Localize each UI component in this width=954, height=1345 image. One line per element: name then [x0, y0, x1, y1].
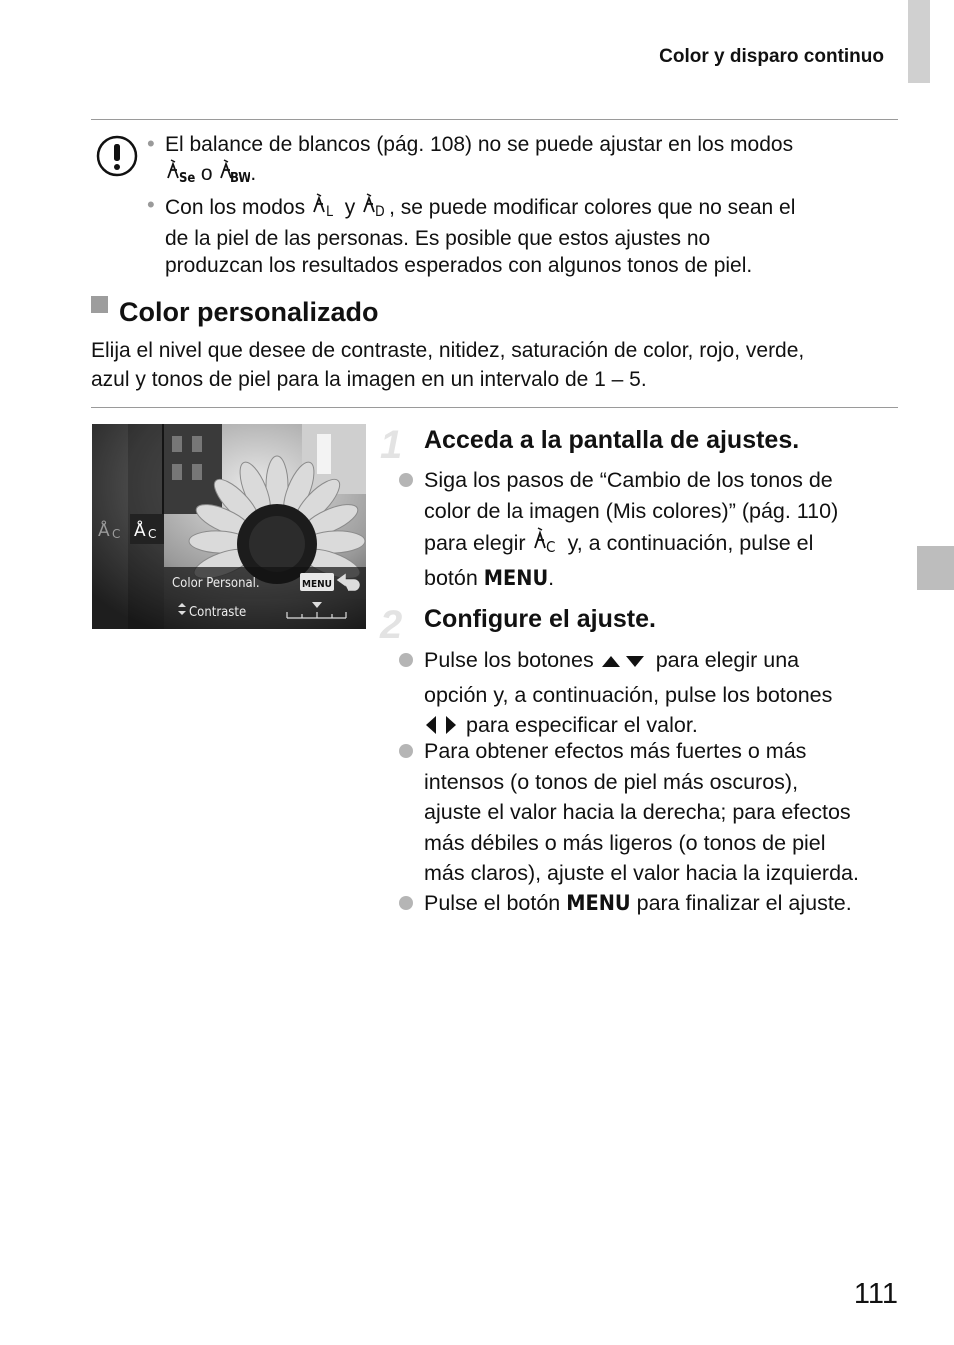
section-title: Color personalizado [119, 297, 379, 327]
menu-button-glyph: MENU [566, 891, 631, 916]
body-line [424, 526, 904, 563]
svg-text:L: L [325, 204, 333, 218]
note-line: de la piel de las personas. Es posible que estos ajustes no [165, 227, 711, 250]
note-connector: o [200, 162, 213, 185]
running-header: Color y disparo continuo [659, 46, 884, 67]
note-item-2 [165, 192, 895, 279]
body-text-pre: para elegir [424, 531, 526, 555]
lighter-skin-mode-icon [311, 192, 339, 225]
screen-menu-label: MENU [302, 579, 332, 590]
svg-text:C: C [148, 527, 157, 541]
body-text-post: para especificar el valor. [465, 713, 698, 737]
body-text-post: . [548, 565, 555, 590]
note-text-post: , se puede modificar colores que no sean el [389, 196, 796, 219]
body-text-post: y, a continuación, pulse el [567, 531, 814, 555]
step-2-bullet-3 [424, 888, 914, 920]
custom-color-mode-icon [532, 526, 562, 563]
menu-button-glyph: MENU [483, 565, 549, 591]
note-line: El balance de blancos (pág. 108) no se puede ajustar en los modos [165, 133, 794, 156]
svg-text:C: C [545, 538, 556, 554]
body-line: más claros), ajuste el valor hacia la izquierda. [424, 861, 859, 885]
sepia-mode-icon [165, 158, 195, 191]
body-text-pre: Pulse los botones [424, 648, 594, 672]
svg-text:Å: Å [134, 521, 146, 541]
body-line: opción y, a continuación, pulse los botones [424, 682, 833, 707]
up-down-arrows-icon [600, 649, 650, 680]
chapter-tab-top [908, 0, 930, 83]
note-item-1 [165, 131, 895, 191]
note-line [165, 192, 895, 225]
note-line: produzcan los resultados esperados con algunos tonos de piel. [165, 254, 753, 277]
svg-text:Se: Se [179, 171, 195, 184]
step-2-title: Configure el ajuste. [424, 605, 656, 633]
body-text-post: para finalizar el ajuste. [636, 891, 852, 915]
note-bullet: • [147, 131, 155, 156]
step-number-2: 2 [380, 603, 403, 647]
screen-option: Contraste [189, 605, 247, 620]
note-bullet: • [147, 192, 155, 217]
section-rule [91, 407, 898, 408]
camera-screen-illustration [92, 424, 366, 629]
intro-line: azul y tonos de piel para la imagen en un intervalo de 1 – 5. [91, 368, 647, 391]
bullet-dot [399, 896, 413, 910]
note-period: . [250, 162, 257, 185]
chapter-tab-marker [917, 546, 954, 590]
step-2-bullet-1 [424, 645, 904, 745]
bw-mode-icon [218, 158, 250, 191]
body-text-pre: Pulse el botón [424, 891, 561, 915]
note-line [165, 158, 895, 191]
darker-skin-mode-icon [361, 192, 389, 225]
section-marker-icon [91, 296, 108, 313]
body-line: color de la imagen (Mis colores)” (pág. 110) [424, 498, 839, 523]
step-1-title: Acceda a la pantalla de ajustes. [424, 426, 800, 454]
body-line: intensos (o tonos de piel más oscuros), [424, 769, 799, 794]
caution-icon [96, 135, 138, 182]
body-line [424, 563, 904, 595]
bullet-dot [399, 473, 413, 487]
body-line: ajuste el valor hacia la derecha; para efectos [424, 800, 851, 824]
body-line [424, 645, 904, 680]
section-intro [91, 336, 901, 394]
screen-label: Color Personal. [172, 576, 260, 591]
note-top-rule [91, 119, 898, 120]
body-line: Para obtener efectos más fuertes o más [424, 739, 807, 763]
body-line: Siga los pasos de “Cambio de los tonos de [424, 468, 833, 492]
step-number-1: 1 [380, 423, 403, 467]
bullet-dot [399, 744, 413, 758]
step-1-bullet-1 [424, 465, 904, 594]
step-2-bullet-2 [424, 736, 914, 889]
svg-text:Å: Å [98, 521, 110, 541]
bullet-dot [399, 653, 413, 667]
svg-text:C: C [112, 527, 121, 541]
svg-text:BW: BW [230, 171, 251, 184]
page-number: 111 [853, 1278, 898, 1310]
svg-text:D: D [375, 204, 385, 218]
body-text-pre: botón [424, 565, 478, 590]
body-line: más débiles o más ligeros (o tonos de piel [424, 830, 826, 855]
note-text-pre: Con los modos [165, 196, 306, 219]
note-connector: y [344, 196, 356, 219]
intro-line: Elija el nivel que desee de contraste, nitidez, saturación de color, rojo, verde, [91, 339, 805, 362]
body-text-post: para elegir una [655, 648, 800, 672]
